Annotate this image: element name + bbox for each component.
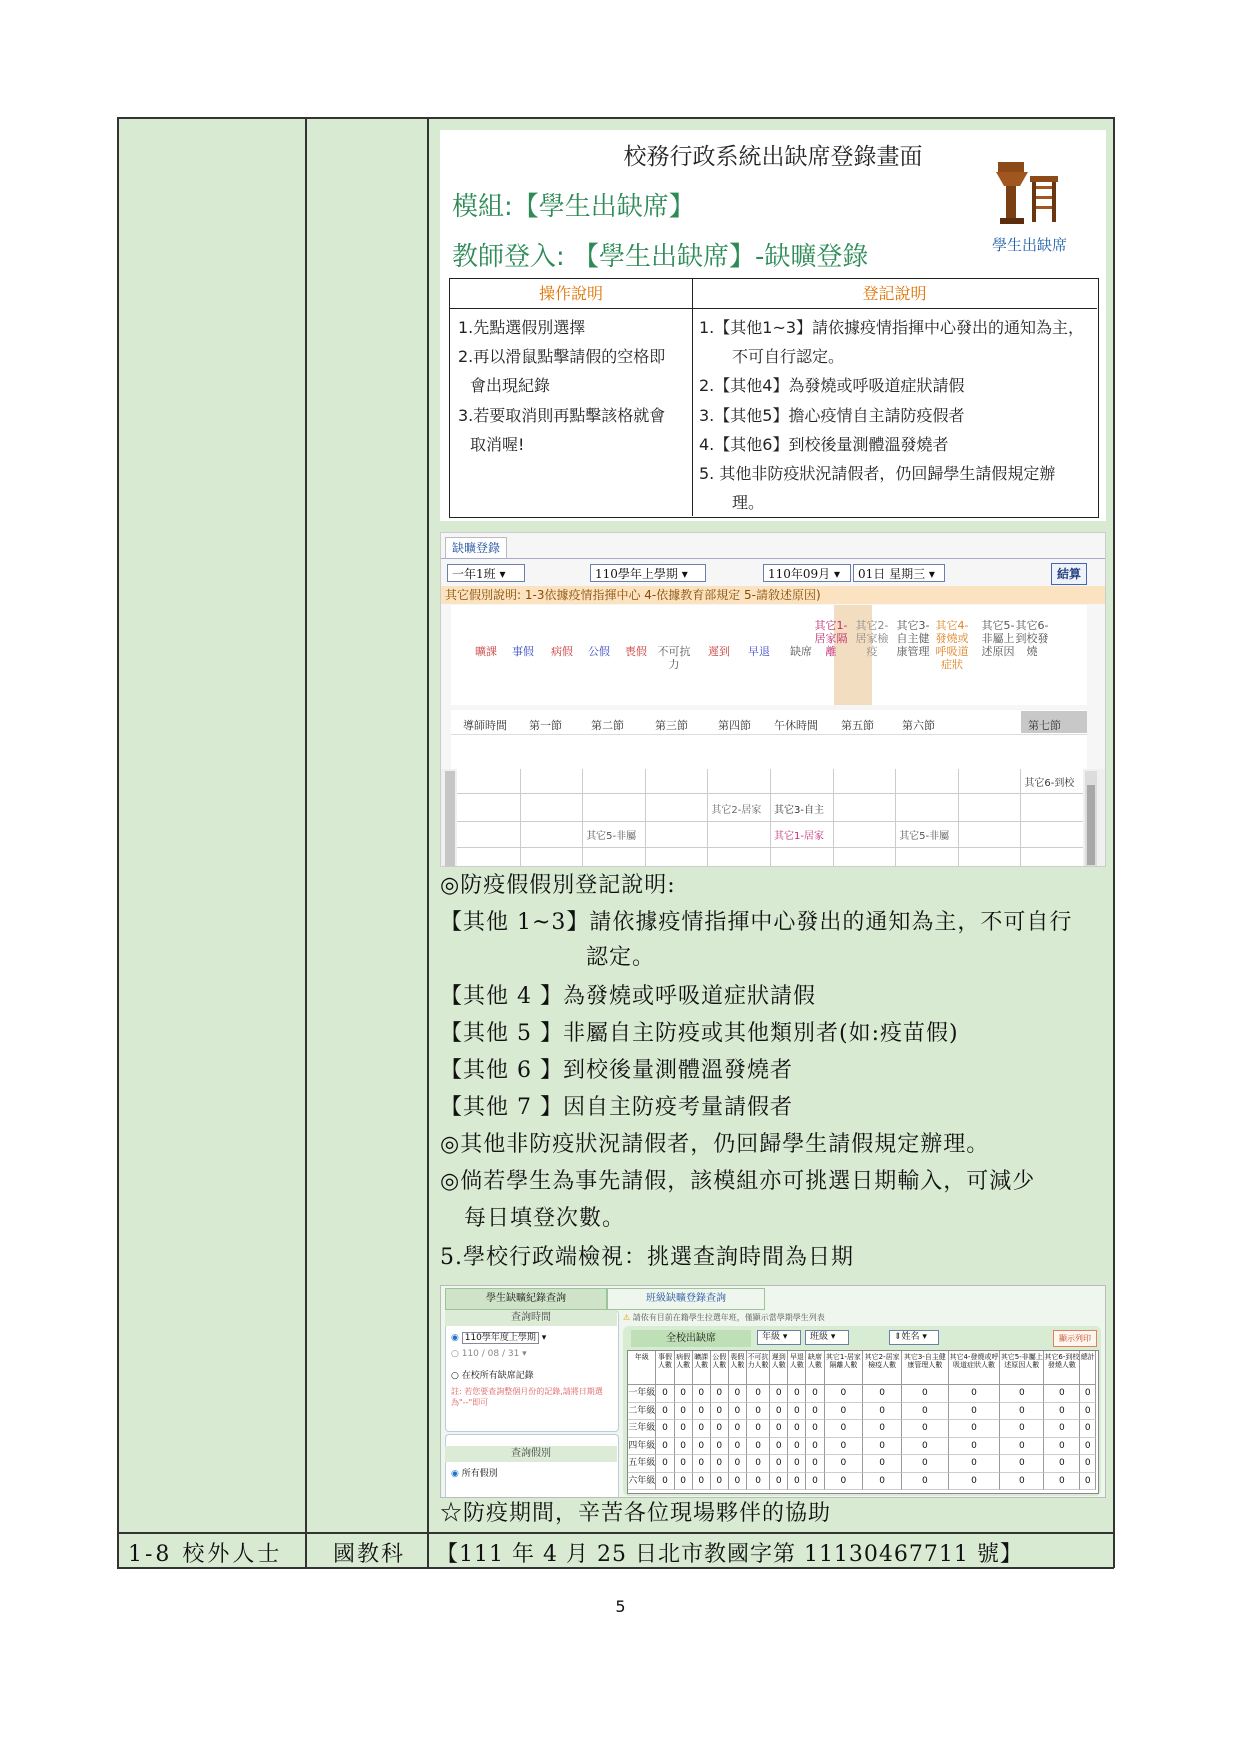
summary-cell: 0 (788, 1455, 806, 1473)
summary-cell: 0 (770, 1420, 788, 1438)
summary-cell: 0 (656, 1455, 674, 1473)
col2-line: 1.【其他1~3】請依據疫情指揮中心發出的通知為主， (699, 318, 1085, 337)
summary-cell: 0 (656, 1438, 674, 1456)
warning-text: ⚠ 請依有目前在籍學生拉選年班，僅顯示當學期學生列表 (623, 1313, 825, 1322)
summary-cell: 0 (806, 1385, 824, 1403)
summary-header-cell: 其它5-非屬上述原因人數 (1000, 1351, 1044, 1385)
panel-title: 校務行政系統出缺席登錄畫面 (623, 144, 923, 170)
summary-cell: 0 (747, 1473, 770, 1491)
print-button[interactable]: 顯示列印 (1053, 1330, 1097, 1347)
col2-line: 4.【其他6】到校後量測體溫發燒者 (699, 435, 949, 454)
term-option[interactable]: ◉ 110學年度上學期 ▾ (451, 1333, 547, 1343)
left-scrollbar[interactable] (445, 771, 455, 867)
summary-cell: 0 (806, 1455, 824, 1473)
bottom-row-col2: 國教科 (333, 1542, 406, 1567)
summary-cell: 0 (1080, 1438, 1096, 1456)
leave-type-option[interactable]: 其它4-發燒或呼吸道症狀 (935, 619, 969, 671)
summary-cell: 0 (675, 1438, 693, 1456)
col1-line: 1.先點選假別選擇 (458, 318, 586, 337)
col1-line: 會出現紀錄 (470, 376, 551, 395)
name-select[interactable]: ⇕姓名 ▾ (889, 1330, 939, 1345)
summary-cell: 0 (711, 1403, 729, 1421)
period-header: 第二節 (591, 719, 624, 732)
summary-table (627, 1350, 1099, 1494)
summary-cell: 0 (788, 1438, 806, 1456)
table-row-divider (117, 1532, 1114, 1534)
query-note: 註: 若您要查詢整個月份的記錄,請將日期選為"--"即可 (451, 1387, 603, 1407)
summary-cell: 0 (1044, 1420, 1080, 1438)
col2-header: 登記說明 (692, 279, 1097, 309)
summary-cell: 0 (825, 1403, 864, 1421)
grid-cell-entry[interactable]: 其它1-居家 (774, 831, 824, 842)
summary-cell: 五年級 (628, 1455, 656, 1473)
summary-cell: 0 (1000, 1455, 1044, 1473)
summary-header-cell: 缺席人數 (806, 1351, 824, 1385)
summary-cell: 0 (693, 1420, 711, 1438)
grid-cell-entry[interactable]: 其它3-自主 (774, 805, 824, 816)
summary-header-cell: 病假人數 (675, 1351, 693, 1385)
summary-cell: 0 (949, 1403, 1001, 1421)
summary-cell: 0 (788, 1473, 806, 1491)
admin-query-screenshot (440, 1285, 1106, 1498)
col2-line: 2.【其他4】為發燒或呼吸道症狀請假 (699, 376, 965, 395)
month-select[interactable]: 110年09月 ▾ (763, 564, 851, 582)
attendance-grid[interactable] (457, 769, 1083, 867)
leave-rule-4: 【其他 4 】為發燒或呼吸道症狀請假 (440, 984, 816, 1009)
summary-cell: 0 (770, 1403, 788, 1421)
table-border-right (1113, 117, 1115, 1568)
summary-cell: 0 (1080, 1420, 1096, 1438)
summary-header-cell: 不可抗力人數 (747, 1351, 770, 1385)
summary-cell: 0 (825, 1385, 864, 1403)
grid-cell-entry[interactable]: 其它5-非屬 (586, 831, 637, 842)
summary-header-cell: 其它3-自主健康管理人數 (902, 1351, 949, 1385)
summary-cell: 0 (711, 1455, 729, 1473)
leave-type-option[interactable]: 早退 (748, 645, 770, 658)
table-border-left (117, 117, 119, 1568)
summary-cell: 0 (675, 1420, 693, 1438)
summary-cell: 0 (675, 1473, 693, 1491)
summary-cell: 四年級 (628, 1438, 656, 1456)
leave-type-option[interactable]: 事假 (512, 645, 534, 658)
summary-cell: 0 (693, 1385, 711, 1403)
col1-line: 取消喔! (470, 435, 525, 454)
summary-cell: 0 (729, 1420, 747, 1438)
summary-cell: 0 (675, 1455, 693, 1473)
summary-cell: 0 (1080, 1473, 1096, 1491)
summary-header-cell: 其它1-居家隔離人數 (825, 1351, 864, 1385)
summary-cell: 0 (949, 1385, 1001, 1403)
col2-line: 5. 其他非防疫狀況請假者，仍回歸學生請假規定辦 (699, 464, 1056, 483)
summary-cell: 0 (949, 1455, 1001, 1473)
leave-type-option[interactable]: 病假 (551, 645, 573, 658)
leave-type-option[interactable]: 遲到 (708, 645, 730, 658)
summary-cell: 0 (729, 1473, 747, 1491)
bottom-row-col1: 1-8 校外人士 (128, 1542, 283, 1567)
summary-cell: 0 (729, 1438, 747, 1456)
period-header: 第一節 (529, 719, 562, 732)
summary-cell: 0 (902, 1455, 949, 1473)
summary-cell: 0 (788, 1385, 806, 1403)
period-header: 午休時間 (774, 719, 818, 732)
summary-cell: 0 (1080, 1455, 1096, 1473)
table-col-divider-1 (305, 117, 307, 1568)
summary-cell: 0 (902, 1403, 949, 1421)
summary-cell: 0 (711, 1385, 729, 1403)
period-header: 導師時間 (463, 719, 507, 732)
leave-note: 其它假別說明: 1-3依據疫情指揮中心 4-依據教育部規定 5-請敘述原因) (441, 586, 1106, 604)
leave-type-option[interactable]: 其它2-居家檢疫 (855, 619, 889, 658)
grid-cell-entry[interactable]: 其它5-非屬 (899, 831, 950, 842)
col2-line: 不可自行認定。 (732, 347, 845, 366)
summary-cell: 0 (902, 1420, 949, 1438)
day-select[interactable]: 01日 星期三 ▾ (853, 564, 945, 582)
summary-cell: 0 (693, 1438, 711, 1456)
summary-cell: 0 (1044, 1473, 1080, 1491)
module-label: 模組:【學生出缺席】 (452, 192, 695, 222)
table-col-divider-2 (427, 117, 429, 1568)
settle-button[interactable]: 結算 (1051, 563, 1087, 585)
summary-cell: 0 (949, 1420, 1001, 1438)
summary-cell: 0 (711, 1473, 729, 1491)
summary-header-cell: 喪假人數 (729, 1351, 747, 1385)
summary-cell: 0 (1044, 1385, 1080, 1403)
period-header: 第七節 (1028, 719, 1061, 732)
tab-attendance-entry[interactable]: 缺曠登錄 (445, 537, 507, 558)
summary-cell: 0 (711, 1438, 729, 1456)
summary-cell: 0 (902, 1385, 949, 1403)
attendance-intro-panel (440, 130, 1106, 521)
leave-rule-6: 【其他 6 】到校後量測體溫發燒者 (440, 1058, 793, 1083)
leave-type-option[interactable]: 曠課 (475, 645, 497, 658)
summary-cell: 六年級 (628, 1473, 656, 1491)
summary-cell: 0 (656, 1385, 674, 1403)
summary-header-cell: 事假人數 (656, 1351, 674, 1385)
summary-cell: 二年級 (628, 1403, 656, 1421)
col1-line: 3.若要取消則再點擊該格就會 (458, 406, 666, 425)
leave-type-option[interactable]: 不可抗力 (657, 645, 691, 671)
summary-cell: 0 (863, 1420, 902, 1438)
leave-rule-1-3: 【其他 1~3】請依據疫情指揮中心發出的通知為主，不可自行 (440, 910, 1073, 935)
leave-type-option[interactable]: 缺席 (790, 645, 812, 658)
summary-cell: 0 (711, 1420, 729, 1438)
summary-cell: 0 (902, 1473, 949, 1491)
summary-header-cell: 其它2-居家檢疫人數 (863, 1351, 902, 1385)
summary-cell: 0 (770, 1385, 788, 1403)
summary-cell: 0 (770, 1473, 788, 1491)
scroll-thumb[interactable] (1087, 785, 1095, 865)
desk-icon (992, 156, 1064, 228)
summary-cell: 0 (675, 1403, 693, 1421)
summary-cell: 0 (788, 1403, 806, 1421)
leave-type-option[interactable]: 其它6-到校發燒 (1015, 619, 1049, 658)
summary-cell: 0 (863, 1403, 902, 1421)
summary-cell: 0 (770, 1438, 788, 1456)
summary-cell: 0 (806, 1403, 824, 1421)
term-select[interactable]: 110學年上學期 ▾ (590, 564, 706, 582)
summary-cell: 三年級 (628, 1420, 656, 1438)
summary-cell: 一年級 (628, 1385, 656, 1403)
advance-leave-note-cont: 每日填登次數。 (464, 1206, 626, 1231)
summary-cell: 0 (1000, 1473, 1044, 1491)
thanks-note: ☆防疫期間，辛苦各位現場夥伴的協助 (440, 1501, 832, 1526)
all-types-option[interactable]: ◉ 所有假別 (451, 1469, 498, 1479)
summary-cell: 0 (693, 1455, 711, 1473)
summary-cell: 0 (863, 1473, 902, 1491)
summary-cell: 0 (863, 1455, 902, 1473)
summary-cell: 0 (747, 1438, 770, 1456)
summary-cell: 0 (806, 1473, 824, 1491)
period-header: 第五節 (841, 719, 874, 732)
summary-title: 全校出缺席 (631, 1330, 751, 1347)
summary-cell: 0 (902, 1438, 949, 1456)
date-option[interactable]: ○ 110 / 08 / 31 ▾ (451, 1349, 527, 1359)
summary-cell: 0 (1080, 1403, 1096, 1421)
all-records-option[interactable]: ○ 在校所有缺席記錄 (451, 1371, 534, 1381)
summary-class-select[interactable]: 班級 ▾ (805, 1330, 849, 1345)
summary-cell: 0 (806, 1438, 824, 1456)
summary-cell: 0 (656, 1403, 674, 1421)
summary-cell: 0 (770, 1455, 788, 1473)
summary-header-cell: 公假人數 (711, 1351, 729, 1385)
tab-student-records[interactable]: 學生缺曠紀錄查詢 (445, 1288, 607, 1310)
summary-cell: 0 (863, 1385, 902, 1403)
epidemic-leave-heading: ◎防疫假假別登記說明: (440, 873, 676, 898)
leave-type-option[interactable]: 其它3-自主健康管理 (896, 619, 930, 658)
summary-cell: 0 (747, 1385, 770, 1403)
bottom-row-col3: 【111 年 4 月 25 日北市教國字第 11130467711 號】 (436, 1542, 1023, 1567)
admin-view-step: 5.學校行政端檢視：挑選查詢時間為日期 (440, 1245, 854, 1270)
summary-cell: 0 (1000, 1385, 1044, 1403)
leave-type-option[interactable]: 其它1-居家隔離 (814, 619, 848, 658)
grid-cell-entry[interactable]: 其它2-居家 (711, 805, 762, 816)
summary-cell: 0 (747, 1455, 770, 1473)
summary-cell: 0 (729, 1403, 747, 1421)
summary-cell: 0 (825, 1420, 864, 1438)
summary-cell: 0 (825, 1438, 864, 1456)
advance-leave-note: ◎倘若學生為事先請假，該模組亦可挑選日期輸入，可減少 (440, 1169, 1036, 1194)
attendance-entry-screenshot (440, 532, 1106, 867)
col2-line: 3.【其他5】擔心疫情自主請防疫假者 (699, 406, 965, 425)
summary-cell: 0 (825, 1473, 864, 1491)
col1-line: 2.再以滑鼠點擊請假的空格即 (458, 347, 666, 366)
summary-header-cell: 曠課人數 (693, 1351, 711, 1385)
summary-cell: 0 (693, 1473, 711, 1491)
summary-cell: 0 (1044, 1455, 1080, 1473)
summary-cell: 0 (729, 1385, 747, 1403)
summary-cell: 0 (788, 1420, 806, 1438)
tab-class-records[interactable]: 班級缺曠登錄查詢 (607, 1288, 765, 1310)
logo-label: 學生出缺席 (992, 236, 1068, 254)
non-epidemic-note: ◎其他非防疫狀況請假者，仍回歸學生請假規定辦理。 (440, 1132, 990, 1157)
summary-cell: 0 (1000, 1403, 1044, 1421)
summary-cell: 0 (1000, 1438, 1044, 1456)
summary-cell: 0 (825, 1455, 864, 1473)
summary-cell: 0 (747, 1403, 770, 1421)
summary-header-cell: 其它6-到校發燒人數 (1044, 1351, 1080, 1385)
summary-cell: 0 (806, 1420, 824, 1438)
class-select[interactable]: 一年1班 ▾ (447, 564, 525, 582)
query-type-label: 查詢假別 (445, 1446, 617, 1462)
col1-header: 操作說明 (450, 279, 693, 309)
summary-cell: 0 (1044, 1403, 1080, 1421)
summary-cell: 0 (747, 1420, 770, 1438)
leave-rule-7: 【其他 7 】因自主防疫考量請假者 (440, 1095, 793, 1120)
col2-line: 理。 (732, 493, 765, 512)
summary-header-cell: 早退人數 (788, 1351, 806, 1385)
summary-cell: 0 (675, 1385, 693, 1403)
leave-type-option[interactable]: 公假 (588, 645, 610, 658)
leave-rule-1-3-cont: 認定。 (586, 945, 656, 970)
summary-header-cell: 年級 (628, 1351, 656, 1385)
period-header: 第四節 (718, 719, 751, 732)
leave-rule-5: 【其他 5 】非屬自主防疫或其他類別者(如:疫苗假) (440, 1021, 959, 1046)
summary-cell: 0 (1044, 1438, 1080, 1456)
grid-cell-entry[interactable]: 其它6-到校 (1024, 778, 1075, 789)
summary-cell: 0 (656, 1473, 674, 1491)
summary-header-cell: 遲到人數 (770, 1351, 788, 1385)
period-header: 第三節 (655, 719, 688, 732)
summary-cell: 0 (693, 1403, 711, 1421)
summary-header-cell: 總計 (1080, 1351, 1096, 1385)
table-border-top (117, 117, 1114, 119)
summary-cell: 0 (863, 1438, 902, 1456)
summary-cell: 0 (949, 1438, 1001, 1456)
summary-cell: 0 (1080, 1385, 1096, 1403)
summary-cell: 0 (656, 1420, 674, 1438)
query-time-label: 查詢時間 (445, 1310, 617, 1326)
summary-cell: 0 (949, 1473, 1001, 1491)
summary-cell: 0 (1000, 1420, 1044, 1438)
summary-header-cell: 其它4-發燒或呼吸道症狀人數 (949, 1351, 1001, 1385)
teacher-login-label: 教師登入: 【學生出缺席】-缺曠登錄 (452, 242, 869, 272)
page-number: 5 (615, 1597, 626, 1616)
leave-type-option[interactable]: 喪假 (625, 645, 647, 658)
grade-select[interactable]: 年級 ▾ (757, 1330, 801, 1345)
leave-type-option[interactable]: 其它5-非屬上述原因 (981, 619, 1015, 658)
instruction-table (449, 278, 1099, 518)
summary-cell: 0 (729, 1455, 747, 1473)
period-header: 第六節 (902, 719, 935, 732)
